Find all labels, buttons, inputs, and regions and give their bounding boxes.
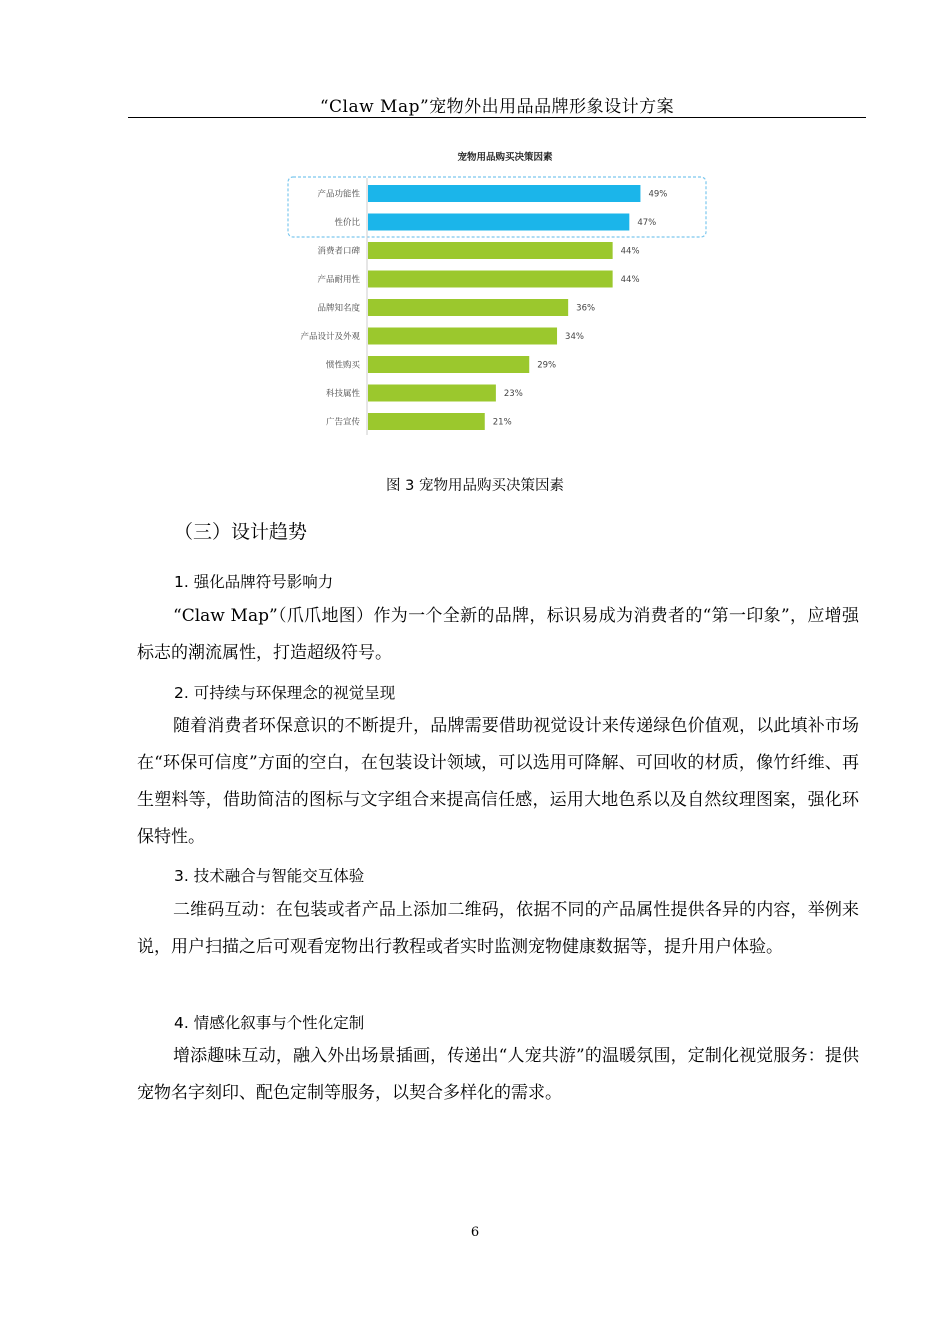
item-4-heading: 4. 情感化叙事与个性化定制	[174, 1014, 365, 1032]
item-2-heading: 2. 可持续与环保理念的视觉呈现	[174, 684, 396, 702]
value-label: 21%	[492, 417, 512, 428]
page-number: 6	[470, 1225, 480, 1240]
item-3-heading: 3. 技术融合与智能交互体验	[174, 867, 365, 885]
category-label: 产品功能性	[317, 189, 360, 200]
figure-caption: 图 3 宠物用品购买决策因素	[386, 478, 564, 494]
value-label: 44%	[620, 246, 640, 257]
bar-9	[368, 413, 485, 430]
bar-chart	[270, 140, 730, 440]
value-label: 49%	[648, 189, 668, 200]
category-label: 惯性购买	[325, 360, 360, 371]
category-label: 消费者口碑	[317, 246, 360, 257]
bar-5	[368, 299, 568, 316]
item-1-heading: 1. 强化品牌符号影响力	[174, 573, 334, 591]
category-label: 产品设计及外观	[300, 332, 360, 342]
value-label: 23%	[503, 389, 523, 399]
category-label: 产品耐用性	[317, 275, 360, 285]
value-label: 34%	[565, 332, 584, 342]
item-2-body: 随着消费者环保意识的不断提升，品牌需要借助视觉设计来传递绿色价值观，以此填补市场在“环保可信度”方面的空白，在包装设计领域，可以选用可降解、可回收的材质，像竹纤维、再生塑料等，借助简洁的图标与文字组合来提高信任感，运用大地色系以及自然纹理图案，强化环保特性。	[137, 716, 859, 847]
section-heading: （三）设计趋势	[174, 521, 308, 543]
item-3-body: 二维码互动：在包装或者产品上添加二维码，依据不同的产品属性提供各异的内容，举例来说，用户扫描之后可观看宠物出行教程或者实时监测宠物健康数据等，提升用户体验。	[137, 900, 859, 957]
category-label: 性价比	[334, 218, 360, 228]
value-label: 47%	[637, 218, 657, 228]
category-label: 广告宣传	[325, 417, 360, 428]
value-label: 36%	[576, 303, 596, 314]
chart-title: 宠物用品购买决策因素	[457, 152, 553, 163]
bar-7	[368, 356, 529, 373]
bar-4	[368, 271, 613, 288]
category-label: 科技属性	[325, 389, 360, 399]
bar-1	[368, 185, 640, 202]
bar-6	[368, 328, 557, 345]
value-label: 29%	[537, 360, 557, 371]
item-1-body: “Claw Map”（爪爪地图）作为一个全新的品牌，标识易成为消费者的“第一印象”，应增强标志的潮流属性，打造超级符号。	[137, 606, 859, 663]
running-header: “Claw Map”宠物外出用品品牌形象设计方案	[319, 97, 675, 117]
value-label: 44%	[620, 275, 640, 285]
item-4-body: 增添趣味互动，融入外出场景插画，传递出“人宠共游”的温暖氛围，定制化视觉服务：提供宠物名字刻印、配色定制等服务，以契合多样化的需求。	[137, 1046, 859, 1103]
bar-2	[368, 214, 629, 231]
bar-3	[368, 242, 613, 259]
category-label: 品牌知名度	[317, 303, 360, 314]
bar-8	[368, 385, 496, 402]
header-rule	[128, 117, 866, 118]
